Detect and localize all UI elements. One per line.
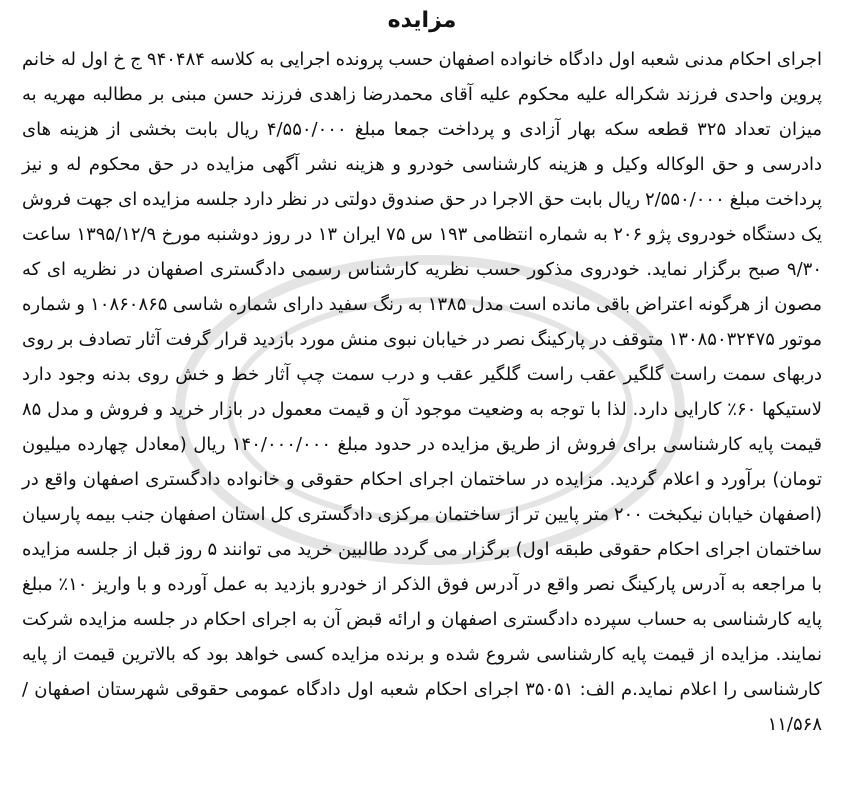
notice-body: اجرای احکام مدنی شعبه اول دادگاه خانواده اصفهان حسب پرونده اجرایی به کلاسه ۹۴۰۴۸۴ ج خ اول له خانم پروین واحدی فرزند شکراله علیه محکوم علیه آقای محمدرضا زاهدی فرزند حسن مبنی بر مطالبه مهریه به میزان تعداد ۳۲۵ قطعه سکه بهار آزادی و پرداخت جمعا مبلغ ۴/۵۵۰/۰۰۰ ریال بابت بخشی از هزینه های دادرسی و حق الوکاله وکیل و هزینه کارشناسی خودرو و هزینه نشر آگهی مزایده در حق محکوم له و نیز پرداخت مبلغ ۲/۵۵۰/۰۰۰ ریال بابت حق الاجرا در حق صندوق دولتی در نظر دارد جلسه مزایده ای جهت فروش یک دستگاه خودروی پژو ۲۰۶ به شماره انتظامی ۱۹۳ س ۷۵ ایران ۱۳ در روز دوشنبه مورخ ۱۳۹۵/۱۲/۹ ساعت ۹/۳۰ صبح برگزار نماید. خودروی مذکور حسب نظریه کارشناس رسمی دادگستری اصفهان در نظریه ای که مصون از هرگونه اعتراض باقی مانده است مدل ۱۳۸۵ به رنگ سفید دارای شماره شاسی ۱۰۸۶۰۸۶۵ و شماره موتور ۱۳۰۸۵۰۳۲۴۷۵ متوقف در پارکینگ نصر در خیابان نبوی منش مورد بازدید قرار گرفت آثار تصادف بر روی دربهای سمت راست گلگیر عقب راست گلگیر عقب و درب سمت چپ آثار خط و خش روی بدنه وجود دارد لاستیکها ۶۰٪ کارایی دارد. لذا با توجه به وضعیت موجود آن و قیمت معمول در بازار خرید و فروش و مدل ۸۵ قیمت پایه کارشناسی برای فروش از طریق مزایده در حدود مبلغ ۱۴۰/۰۰۰/۰۰۰ ریال (معادل چهارده میلیون تومان) برآورد و اعلام گردید. مزایده در ساختمان اجرای احکام حقوقی و خانواده دادگستری اصفهان واقع در (اصفهان خیابان نیکبخت ۲۰۰ متر پایین تر از ساختمان مرکزی دادگستری کل استان اصفهان جنب بیمه پارسیان ساختمان اجرای احکام حقوقی طبقه اول) برگزار می گردد طالبین خرید می توانند ۵ روز قبل از جلسه مزایده با مراجعه به آدرس پارکینگ نصر واقع در آدرس فوق الذکر از خودرو بازدید به عمل آورده و با واریز ۱۰٪ مبلغ پایه کارشناسی به حساب سپرده دادگستری اصفهان و ارائه قبض آن به اجرای احکام در جلسه مزایده شرکت نمایند. مزایده از قیمت پایه کارشناسی شروع شده و برنده مزایده کسی خواهد بود که بالاترین قیمت از پایه کارشناسی را اعلام نماید.م الف: ۳۵۰۵۱ اجرای احکام شعبه اول دادگاه عمومی حقوقی شهرستان اصفهان /۱۱/۵۶۸ xyxy=(22,49,823,735)
notice-title: مزایده xyxy=(387,8,457,33)
